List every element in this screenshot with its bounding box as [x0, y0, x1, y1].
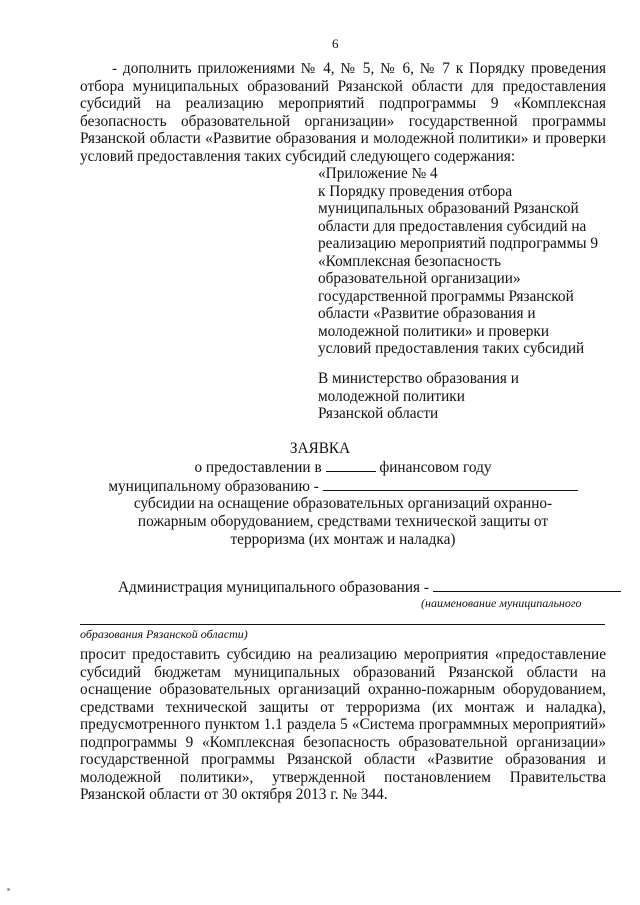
intro-paragraph: - дополнить приложениями № 4, № 5, № 6, № 7 к Порядку проведения отбора муниципальных образований Рязанской области для предоставления субсидий на реализацию мероприятий подпрограммы 9 «Комплексная безопасность образовательной организации» государственной программы Рязанской области «Развитие образования и молодежной политики» и проверки условий предоставления таких субсидий следующего содержания: — [80, 60, 606, 165]
subtitle-year-before: о предоставлении в — [194, 459, 322, 476]
subtitle-line-municipality — [80, 477, 606, 496]
subtitle-line: субсидии на оснащение образовательных организаций охранно- — [133, 495, 553, 512]
fill-in-line[interactable] — [80, 624, 605, 625]
appendix-line: к Порядку проведения отбора — [318, 182, 513, 200]
administration-line — [118, 578, 621, 597]
appendix-line: молодежной политики» и проверки — [318, 322, 550, 340]
appendix-header — [318, 165, 618, 358]
scan-dot — [7, 888, 10, 891]
appendix-line: муниципальных образований Рязанской — [318, 200, 579, 217]
appendix-line: реализацию мероприятий подпрограммы 9 — [318, 235, 599, 252]
administration-label: Администрация муниципального образования - — [118, 579, 430, 596]
appendix-line: области «Развитие образования и — [318, 305, 536, 322]
subtitle-line: терроризма (их монтаж и наладка) — [230, 531, 456, 548]
request-paragraph: просит предоставить субсидию на реализацию мероприятия «предоставление субсидий бюджетам муниципальных образований Рязанской области на оснащение образовательных организаций охранно-пожарным оборудованием, средствами технической защиты от терроризма (их монтаж и наладка), предусмотренного пунктом 1.1 раздела 5 «Система программных мероприятий» подпрограммы 9 «Комплексная безопасность образовательной организации» государственной программы Рязанской области «Развитие образования и молодежной политики», утвержденной постановлением Правительства Рязанской области от 30 октября 2013 г. № 344. — [80, 646, 606, 803]
year-blank-field[interactable] — [326, 458, 376, 472]
field-hint: (наименование муниципального — [421, 596, 582, 610]
appendix-line: области для предоставления субсидий на — [318, 217, 587, 235]
addressee-block — [318, 370, 618, 423]
appendix-line: «Приложение № 4 — [318, 165, 438, 182]
municipality-blank-field[interactable] — [323, 477, 578, 491]
addressee-line: Рязанской области — [318, 405, 439, 422]
addressee-line: молодежной политики — [318, 387, 465, 405]
addressee-line: В министерство образования и — [318, 370, 519, 387]
page-number: 6 — [332, 36, 339, 51]
field-hint-continued: образования Рязанской области) — [80, 627, 248, 641]
document-title: ЗАЯВКА — [289, 440, 351, 457]
administration-blank-field[interactable] — [433, 578, 621, 592]
subtitle-line-year — [80, 458, 606, 477]
appendix-line: государственной программы Рязанской — [318, 287, 574, 305]
subtitle-municipality-label: муниципальному образованию - — [108, 478, 319, 495]
subtitle-line: пожарным оборудованием, средствами технической защиты от — [137, 513, 549, 530]
appendix-line: образовательной организации» — [318, 270, 521, 287]
appendix-line: условий предоставления таких субсидий — [318, 340, 585, 357]
appendix-line: «Комплексная безопасность — [318, 252, 502, 270]
subtitle-year-after: финансовом году — [379, 459, 492, 476]
